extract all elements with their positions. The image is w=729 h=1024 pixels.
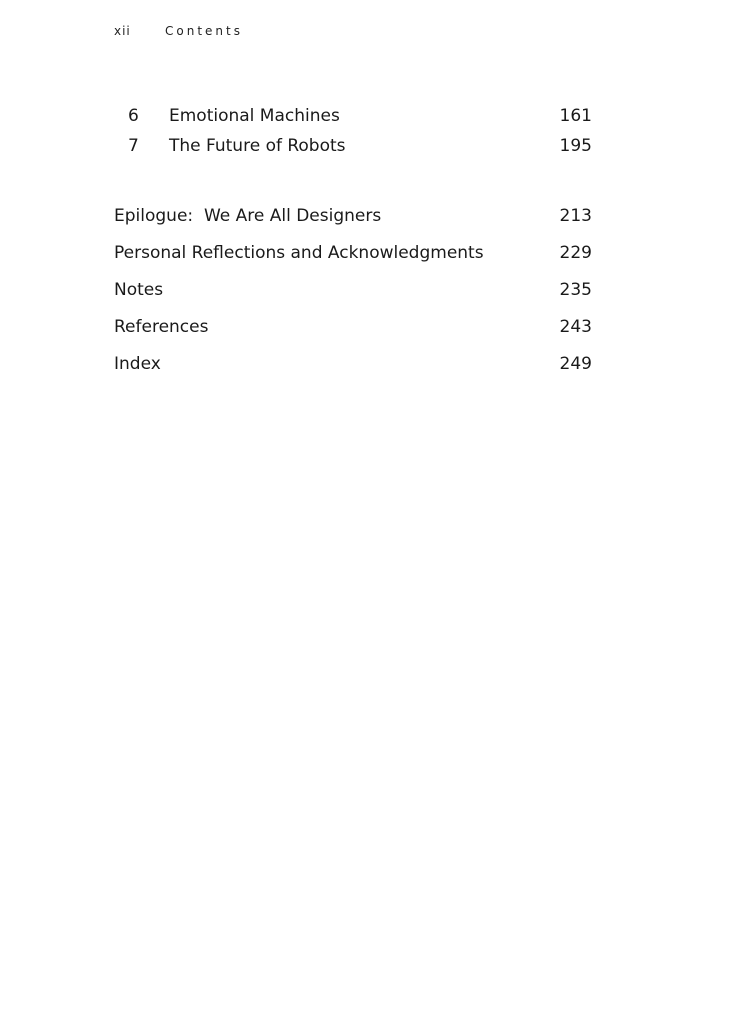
- page-number: 229: [559, 243, 592, 263]
- page-folio: xii: [114, 24, 131, 38]
- page-number: 249: [559, 354, 592, 374]
- entry-title: References: [114, 317, 209, 337]
- toc-entry-references: [114, 315, 592, 339]
- toc-entry-acknowledgments: [114, 241, 592, 265]
- entry-title: Personal Reflections and Acknowledgments: [114, 243, 484, 263]
- toc-entry-chapter-7: [114, 134, 592, 158]
- running-head: [114, 24, 243, 38]
- toc-entry-notes: [114, 278, 592, 302]
- page-number: 195: [559, 136, 592, 156]
- page-number: 235: [559, 280, 592, 300]
- page-number: 243: [559, 317, 592, 337]
- chapter-title: The Future of Robots: [169, 136, 346, 156]
- entry-title: Epilogue: We Are All Designers: [114, 206, 382, 226]
- page-number: 213: [559, 206, 592, 226]
- entry-title: Index: [114, 354, 161, 374]
- chapter-number: 7: [128, 136, 139, 156]
- toc-entry-epilogue: [114, 204, 592, 228]
- chapter-title: Emotional Machines: [169, 106, 340, 126]
- page-number: 161: [559, 106, 592, 126]
- toc-entry-index: [114, 352, 592, 376]
- chapter-number: 6: [128, 106, 139, 126]
- toc-entry-chapter-6: [114, 104, 592, 128]
- entry-title: Notes: [114, 280, 164, 300]
- running-head-title: Contents: [165, 24, 243, 38]
